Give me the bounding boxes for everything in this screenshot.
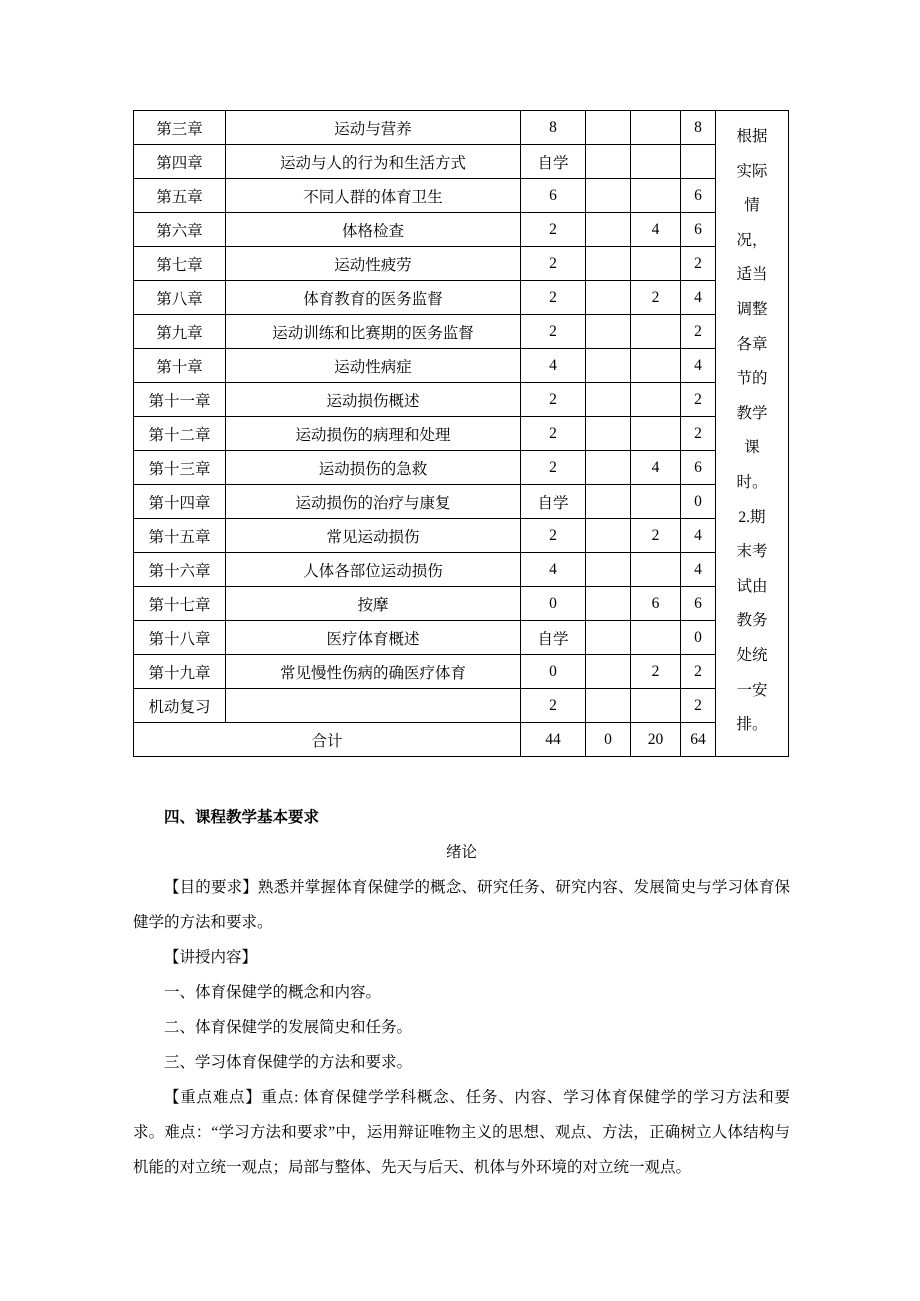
note-line: 教务	[736, 612, 768, 630]
hours-col1-cell: 6	[521, 179, 586, 213]
hours-col3-cell: 20	[631, 723, 681, 757]
chapter-cell: 第三章	[134, 111, 226, 145]
note-cell	[716, 111, 789, 757]
hours-col3-cell	[631, 417, 681, 451]
table-total-row	[134, 723, 789, 757]
note-line: 调整	[736, 300, 768, 318]
chapter-cell: 第十九章	[134, 655, 226, 689]
body-content	[133, 800, 790, 1185]
hours-col2-cell	[586, 451, 631, 485]
hours-col4-cell: 64	[681, 723, 716, 757]
hours-col1-cell: 8	[521, 111, 586, 145]
hours-col4-cell: 2	[681, 315, 716, 349]
table-row	[134, 655, 789, 689]
title-cell: 运动损伤概述	[226, 383, 521, 417]
note-line: 处统	[736, 646, 768, 664]
title-cell: 运动训练和比赛期的医务监督	[226, 315, 521, 349]
note-line: 排。	[736, 716, 768, 734]
hours-col1-cell: 0	[521, 587, 586, 621]
note-line: 时。	[736, 473, 768, 491]
chapter-cell: 第十二章	[134, 417, 226, 451]
content-label: 【讲授内容】	[164, 949, 258, 966]
hours-col1-cell: 自学	[521, 145, 586, 179]
title-cell	[226, 689, 521, 723]
title-cell: 运动性病症	[226, 349, 521, 383]
hours-col4-cell: 4	[681, 519, 716, 553]
hours-col1-cell: 2	[521, 213, 586, 247]
content-item: 三、学习体育保健学的方法和要求。	[164, 1054, 413, 1071]
hours-col2-cell	[586, 179, 631, 213]
hours-col4-cell: 8	[681, 111, 716, 145]
table-row	[134, 111, 789, 145]
hours-col4-cell	[681, 145, 716, 179]
hours-col2-cell	[586, 553, 631, 587]
hours-col2-cell	[586, 621, 631, 655]
title-cell: 运动与营养	[226, 111, 521, 145]
table-row	[134, 145, 789, 179]
table-row	[134, 213, 789, 247]
hours-col2-cell	[586, 315, 631, 349]
table-row	[134, 553, 789, 587]
chapter-cell: 第十八章	[134, 621, 226, 655]
table-row	[134, 247, 789, 281]
hours-col1-cell: 2	[521, 417, 586, 451]
hours-col2-cell	[586, 145, 631, 179]
hours-col3-cell: 6	[631, 587, 681, 621]
section-heading: 四、课程教学基本要求	[164, 809, 320, 826]
hours-col2-cell	[586, 587, 631, 621]
hours-col4-cell: 6	[681, 451, 716, 485]
table-row	[134, 417, 789, 451]
hours-col3-cell: 2	[631, 519, 681, 553]
course-table-body	[134, 111, 789, 757]
hours-col4-cell: 2	[681, 655, 716, 689]
hours-col4-cell: 2	[681, 417, 716, 451]
chapter-cell: 第九章	[134, 315, 226, 349]
hours-col4-cell: 0	[681, 485, 716, 519]
chapter-cell: 第十五章	[134, 519, 226, 553]
hours-col2-cell	[586, 349, 631, 383]
note-line: 各章	[736, 335, 768, 353]
total-label-cell: 合计	[134, 723, 521, 757]
note-line: 试由	[736, 577, 768, 595]
hours-col3-cell	[631, 383, 681, 417]
table-row	[134, 587, 789, 621]
hours-col1-cell: 44	[521, 723, 586, 757]
note-line: 况，	[736, 231, 768, 249]
hours-col1-cell: 2	[521, 281, 586, 315]
hours-col2-cell: 0	[586, 723, 631, 757]
content-item: 二、体育保健学的发展简史和任务。	[164, 1019, 413, 1036]
hours-col1-cell: 2	[521, 247, 586, 281]
note-line: 教学	[736, 404, 768, 422]
chapter-cell: 第四章	[134, 145, 226, 179]
hours-col3-cell	[631, 485, 681, 519]
hours-col1-cell: 0	[521, 655, 586, 689]
table-row	[134, 485, 789, 519]
table-row	[134, 621, 789, 655]
title-cell: 人体各部位运动损伤	[226, 553, 521, 587]
subsection-title: 绪论	[445, 844, 477, 861]
hours-col3-cell	[631, 689, 681, 723]
hours-col4-cell: 2	[681, 383, 716, 417]
chapter-cell: 第十六章	[134, 553, 226, 587]
hours-col2-cell	[586, 281, 631, 315]
hours-col2-cell	[586, 655, 631, 689]
keypoints-paragraph: 【重点难点】重点: 体育保健学学科概念、任务、内容、学习体育保健学的学习方法和要求。难点：“学习方法和要求”中，运用辩证唯物主义的思想、观点、方法，正确树立人体结构与机能的对立统一观点；局部与整体、先天与后天、机体与外环境的对立统一观点。	[133, 1089, 790, 1176]
chapter-cell: 第十四章	[134, 485, 226, 519]
title-cell: 不同人群的体育卫生	[226, 179, 521, 213]
note-line: 2.期	[738, 508, 766, 526]
hours-col2-cell	[586, 213, 631, 247]
hours-col4-cell: 4	[681, 553, 716, 587]
hours-col3-cell	[631, 111, 681, 145]
chapter-cell: 第八章	[134, 281, 226, 315]
hours-col3-cell	[631, 621, 681, 655]
hours-col4-cell: 4	[681, 349, 716, 383]
hours-col4-cell: 2	[681, 247, 716, 281]
note-line: 课	[744, 439, 760, 457]
hours-col4-cell: 0	[681, 621, 716, 655]
table-row	[134, 519, 789, 553]
title-cell: 运动损伤的病理和处理	[226, 417, 521, 451]
table-row	[134, 451, 789, 485]
hours-col1-cell: 2	[521, 383, 586, 417]
hours-col2-cell	[586, 417, 631, 451]
course-hours-table	[133, 110, 789, 757]
note-line: 适当	[736, 266, 768, 284]
title-cell: 常见运动损伤	[226, 519, 521, 553]
title-cell: 按摩	[226, 587, 521, 621]
table-row	[134, 349, 789, 383]
hours-col3-cell	[631, 179, 681, 213]
hours-col1-cell: 2	[521, 315, 586, 349]
note-line: 末考	[736, 543, 768, 561]
title-cell: 运动性疲劳	[226, 247, 521, 281]
table-row	[134, 281, 789, 315]
hours-col3-cell: 4	[631, 451, 681, 485]
table-row	[134, 689, 789, 723]
hours-col1-cell: 2	[521, 689, 586, 723]
hours-col2-cell	[586, 519, 631, 553]
hours-col1-cell: 2	[521, 451, 586, 485]
title-cell: 运动与人的行为和生活方式	[226, 145, 521, 179]
chapter-cell: 第十一章	[134, 383, 226, 417]
title-cell: 体育教育的医务监督	[226, 281, 521, 315]
note-line: 情	[744, 197, 760, 215]
note-line: 一安	[736, 681, 768, 699]
chapter-cell: 第十章	[134, 349, 226, 383]
hours-col4-cell: 6	[681, 213, 716, 247]
hours-col1-cell: 自学	[521, 621, 586, 655]
hours-col2-cell	[586, 485, 631, 519]
chapter-cell: 第十七章	[134, 587, 226, 621]
chapter-cell: 第五章	[134, 179, 226, 213]
hours-col2-cell	[586, 383, 631, 417]
content-items	[133, 975, 790, 1080]
hours-col2-cell	[586, 689, 631, 723]
hours-col1-cell: 4	[521, 349, 586, 383]
table-row	[134, 179, 789, 213]
hours-col3-cell	[631, 553, 681, 587]
hours-col4-cell: 6	[681, 587, 716, 621]
hours-col1-cell: 4	[521, 553, 586, 587]
chapter-cell: 第十三章	[134, 451, 226, 485]
chapter-cell: 第七章	[134, 247, 226, 281]
title-cell: 常见慢性伤病的确医疗体育	[226, 655, 521, 689]
chapter-cell: 机动复习	[134, 689, 226, 723]
title-cell: 运动损伤的治疗与康复	[226, 485, 521, 519]
title-cell: 体格检查	[226, 213, 521, 247]
hours-col4-cell: 4	[681, 281, 716, 315]
note-line: 节的	[736, 370, 768, 388]
hours-col3-cell: 2	[631, 655, 681, 689]
hours-col2-cell	[586, 111, 631, 145]
content-item: 一、体育保健学的概念和内容。	[164, 984, 382, 1001]
hours-col4-cell: 6	[681, 179, 716, 213]
hours-col3-cell: 4	[631, 213, 681, 247]
hours-col4-cell: 2	[681, 689, 716, 723]
title-cell: 医疗体育概述	[226, 621, 521, 655]
note-line: 根据	[736, 128, 768, 145]
note-line: 实际	[736, 162, 768, 180]
hours-col3-cell	[631, 247, 681, 281]
table-row	[134, 315, 789, 349]
hours-col3-cell	[631, 349, 681, 383]
objective-paragraph: 【目的要求】熟悉并掌握体育保健学的概念、研究任务、研究内容、发展简史与学习体育保健学的方法和要求。	[133, 879, 790, 931]
hours-col1-cell: 自学	[521, 485, 586, 519]
chapter-cell: 第六章	[134, 213, 226, 247]
hours-col1-cell: 2	[521, 519, 586, 553]
table-row	[134, 383, 789, 417]
hours-col3-cell	[631, 315, 681, 349]
title-cell: 运动损伤的急救	[226, 451, 521, 485]
hours-col3-cell	[631, 145, 681, 179]
hours-col3-cell: 2	[631, 281, 681, 315]
hours-col2-cell	[586, 247, 631, 281]
